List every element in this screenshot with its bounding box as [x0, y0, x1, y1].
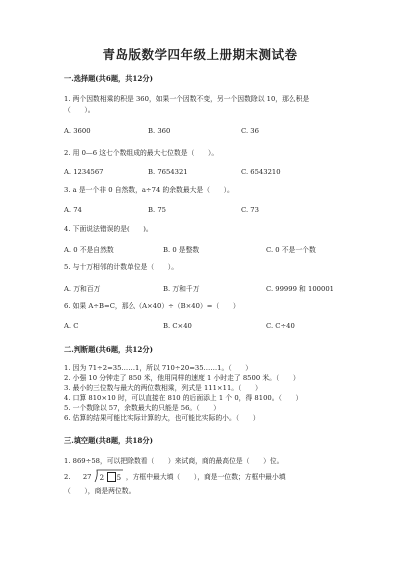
question-text: 2. 用 0—6 这七个数组成的最大七位数是（ ）。 [64, 149, 219, 157]
blank-box[interactable] [107, 472, 116, 482]
question-text: 1. 两个因数相乘的积是 360，如果一个因数不变，另一个因数除以 10，那么积是 [64, 95, 310, 103]
dividend-digit: 5 [116, 474, 122, 482]
page-title: 青岛版数学四年级上册期末测试卷 [102, 47, 298, 62]
fill-question: 1. 869÷58，可以把除数看（ ）来试商，商的最高位是（ ）位。 [64, 457, 284, 465]
judgement-item: 3. 最小的三位数与最大的两位数相乘，列式是 111×11。（ ） [64, 384, 262, 392]
option-b: B. C×40 [163, 322, 192, 330]
fill-question [64, 470, 286, 484]
option-a: A. C [64, 322, 79, 330]
option-c: C. 6543210 [241, 168, 281, 176]
judgement-item: 4. 口算 810×10 时，可以直接在 810 的后面添上 1 个 0，得 8100。（ ） [64, 394, 303, 402]
option-a: A. 74 [64, 206, 82, 214]
long-division-bracket [94, 471, 124, 483]
option-c: C. 36 [241, 127, 259, 135]
fill-question-continued: （ ），商是两位数。 [64, 487, 136, 495]
option-a: A. 1234567 [64, 168, 104, 176]
option-c: C. 99999 和 100001 [266, 285, 334, 293]
judgement-item: 5. 一个数除以 57，余数最大的只能是 56。（ ） [64, 404, 221, 412]
option-a: A. 3600 [64, 127, 91, 135]
question-number: 2. [64, 473, 71, 481]
option-b: B. 360 [148, 127, 171, 135]
question-tail: ，方框中最大填（ ），商是一位数；方框中最小填 [125, 473, 286, 481]
option-b: B. 万和千万 [163, 285, 200, 293]
option-c: C. C÷40 [266, 322, 295, 330]
question-text: 6. 如果 A÷B=C，那么（A×40）÷（B×40）=（ ） [64, 302, 240, 310]
question-text: 5. 与十万相邻的计数单位是（ ）。 [64, 263, 178, 271]
question-text: 3. a 是一个非 0 自然数，a÷74 的余数最大是（ ）。 [64, 186, 234, 194]
divisor: 27 [82, 473, 92, 481]
judgement-item: 1. 因为 71÷2=35……1，所以 710÷20=35……1。（ ） [64, 364, 253, 372]
section-heading-fill: 三.填空题(共8题，共18分) [64, 436, 153, 445]
option-a: A. 万和百万 [64, 285, 101, 293]
question-text: 4. 下面说法错误的是( )。 [64, 225, 153, 233]
section-heading-choice: 一.选择题(共6题，共12分) [64, 74, 153, 83]
dividend-digit: 2 [99, 474, 105, 482]
judgement-item: 2. 小强 10 分钟走了 850 米，他用同样的速度 1 小时走了 8500 米。（ ） [64, 374, 300, 382]
option-a: A. 0 不是自然数 [64, 246, 114, 254]
section-heading-judgement: 二.判断题(共6题，共12分) [64, 345, 153, 354]
option-c: C. 0 不是一个数 [266, 246, 316, 254]
judgement-item: 6. 估算的结果可能比实际计算的大，也可能比实际的小。（ ） [64, 414, 260, 422]
option-b: B. 75 [148, 206, 166, 214]
option-c: C. 73 [241, 206, 259, 214]
question-text: （ ）。 [64, 106, 95, 114]
option-b: B. 0 是整数 [163, 246, 200, 254]
option-b: B. 7654321 [148, 168, 188, 176]
